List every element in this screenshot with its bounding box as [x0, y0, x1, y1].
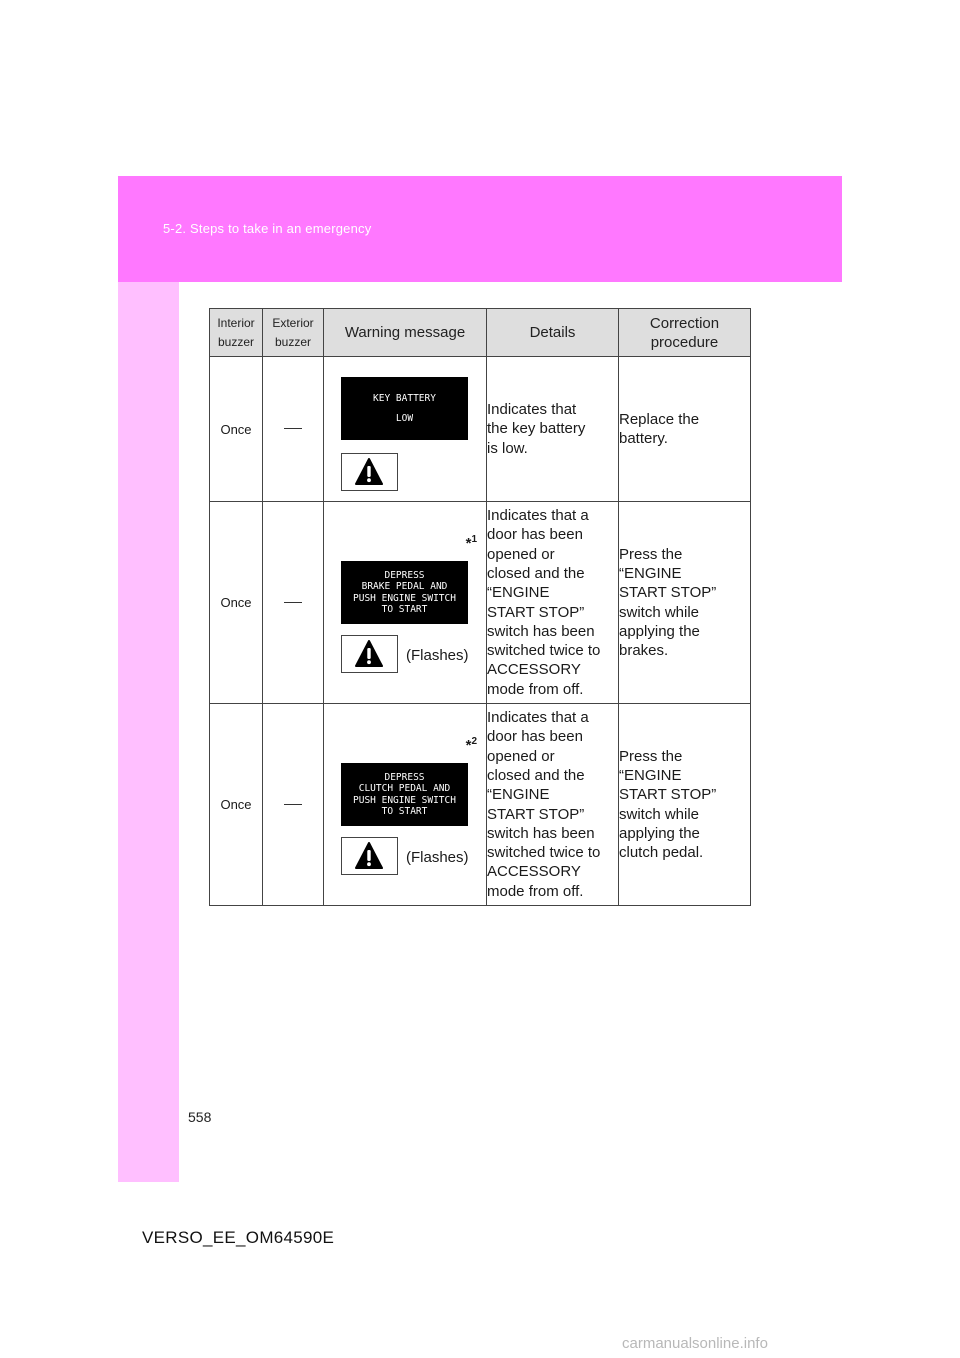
dash-mark [284, 804, 302, 805]
col-exterior-buzzer [263, 309, 324, 357]
interior-buzzer-cell: Once [210, 357, 263, 502]
details-line: “ENGINE [487, 584, 550, 602]
correction-line: switch while [619, 603, 700, 621]
details-cell [487, 704, 619, 906]
details-line: START STOP” [487, 603, 585, 621]
display-message-screen [341, 377, 468, 440]
details-line: opened or [487, 747, 555, 765]
warning-indicator [341, 635, 398, 673]
correction-line: brakes. [619, 642, 669, 660]
details-line: closed and the [487, 564, 585, 582]
details-line: is low. [487, 439, 528, 457]
col-warning-message: Warning message [324, 309, 487, 357]
details-line: Indicates that [487, 401, 577, 419]
display-line: CLUTCH PEDAL AND [358, 783, 451, 794]
section-title: 5-2. Steps to take in an emergency [163, 221, 372, 236]
header-text: buzzer [274, 334, 312, 349]
warning-message-cell [324, 502, 487, 704]
header-text: buzzer [217, 334, 255, 349]
warning-triangle-icon [354, 639, 384, 669]
exterior-buzzer-cell [263, 502, 324, 704]
details-line: switched twice to [487, 642, 601, 660]
col-details: Details [487, 309, 619, 357]
details-line: START STOP” [487, 805, 585, 823]
dash-mark [284, 602, 302, 603]
interior-buzzer-cell: Once [210, 704, 263, 906]
warning-message-cell [324, 704, 487, 906]
display-line: TO START [381, 604, 428, 615]
display-line: DEPRESS [384, 569, 425, 581]
display-line: DEPRESS [384, 771, 425, 783]
dash-mark [284, 428, 302, 429]
interior-buzzer-cell: Once [210, 502, 263, 704]
document-id: VERSO_EE_OM64590E [142, 1228, 335, 1247]
warning-triangle-icon [354, 841, 384, 871]
col-interior-buzzer [210, 309, 263, 357]
warning-message-cell [324, 357, 487, 502]
watermark: carmanualsonline.info [622, 1335, 768, 1352]
display-line: KEY BATTERY [373, 392, 436, 404]
details-line: “ENGINE [487, 786, 550, 804]
correction-line: Replace the [619, 410, 700, 428]
display-line: LOW [395, 413, 414, 424]
table-row [210, 704, 751, 906]
display-line: PUSH ENGINE SWITCH [353, 592, 456, 604]
details-line: Indicates that a [487, 507, 589, 525]
details-line: door has been [487, 728, 583, 746]
details-line: the key battery [487, 420, 586, 438]
page-number: 558 [188, 1109, 212, 1125]
col-correction [619, 309, 751, 357]
footnote-marker: *$^2$ [465, 736, 477, 754]
display-message-screen [341, 763, 468, 826]
correction-line: switch while [619, 805, 700, 823]
details-line: door has been [487, 526, 583, 544]
footnote-number: 2 [471, 736, 477, 747]
correction-line: “ENGINE [619, 766, 682, 784]
correction-line: applying the [619, 824, 700, 842]
correction-line: applying the [619, 622, 700, 640]
table-header-row [210, 309, 751, 357]
side-tab-band [118, 282, 179, 1182]
correction-cell [619, 704, 751, 906]
details-line: ACCESSORY [487, 661, 581, 679]
display-message-screen [341, 561, 468, 624]
header-text: Exterior [272, 315, 314, 330]
details-line: mode from off. [487, 680, 584, 698]
table-row [210, 357, 751, 502]
header-text: Correction [649, 314, 720, 332]
exterior-buzzer-cell [263, 704, 324, 906]
details-line: switch has been [487, 622, 595, 640]
display-line: PUSH ENGINE SWITCH [353, 794, 456, 806]
details-cell [487, 357, 619, 502]
display-line: TO START [381, 806, 428, 817]
table-row [210, 502, 751, 704]
flashes-label: (Flashes) [406, 849, 469, 866]
details-line: opened or [487, 545, 555, 563]
correction-line: Press the [619, 545, 683, 563]
details-line: mode from off. [487, 882, 584, 900]
header-text: Interior [217, 315, 255, 330]
details-cell [487, 502, 619, 704]
header-text: procedure [650, 333, 719, 351]
warning-indicator [341, 837, 398, 875]
details-line: switched twice to [487, 844, 601, 862]
correction-line: START STOP” [619, 584, 717, 602]
correction-cell [619, 357, 751, 502]
exterior-buzzer-cell [263, 357, 324, 502]
correction-line: clutch pedal. [619, 844, 704, 862]
flashes-label: (Flashes) [406, 647, 469, 664]
details-line: Indicates that a [487, 709, 589, 727]
correction-line: START STOP” [619, 786, 717, 804]
display-line: BRAKE PEDAL AND [361, 581, 448, 592]
warning-triangle-icon [354, 457, 384, 487]
correction-line: battery. [619, 430, 668, 447]
warning-indicator [341, 453, 398, 491]
details-line: closed and the [487, 766, 585, 784]
footnote-number: 1 [471, 534, 477, 545]
correction-line: “ENGINE [619, 564, 682, 582]
warning-table [209, 308, 751, 906]
footnote-marker: *$^1$ [465, 534, 477, 552]
correction-cell [619, 502, 751, 704]
details-line: switch has been [487, 824, 595, 842]
correction-line: Press the [619, 747, 683, 765]
details-line: ACCESSORY [487, 863, 581, 881]
